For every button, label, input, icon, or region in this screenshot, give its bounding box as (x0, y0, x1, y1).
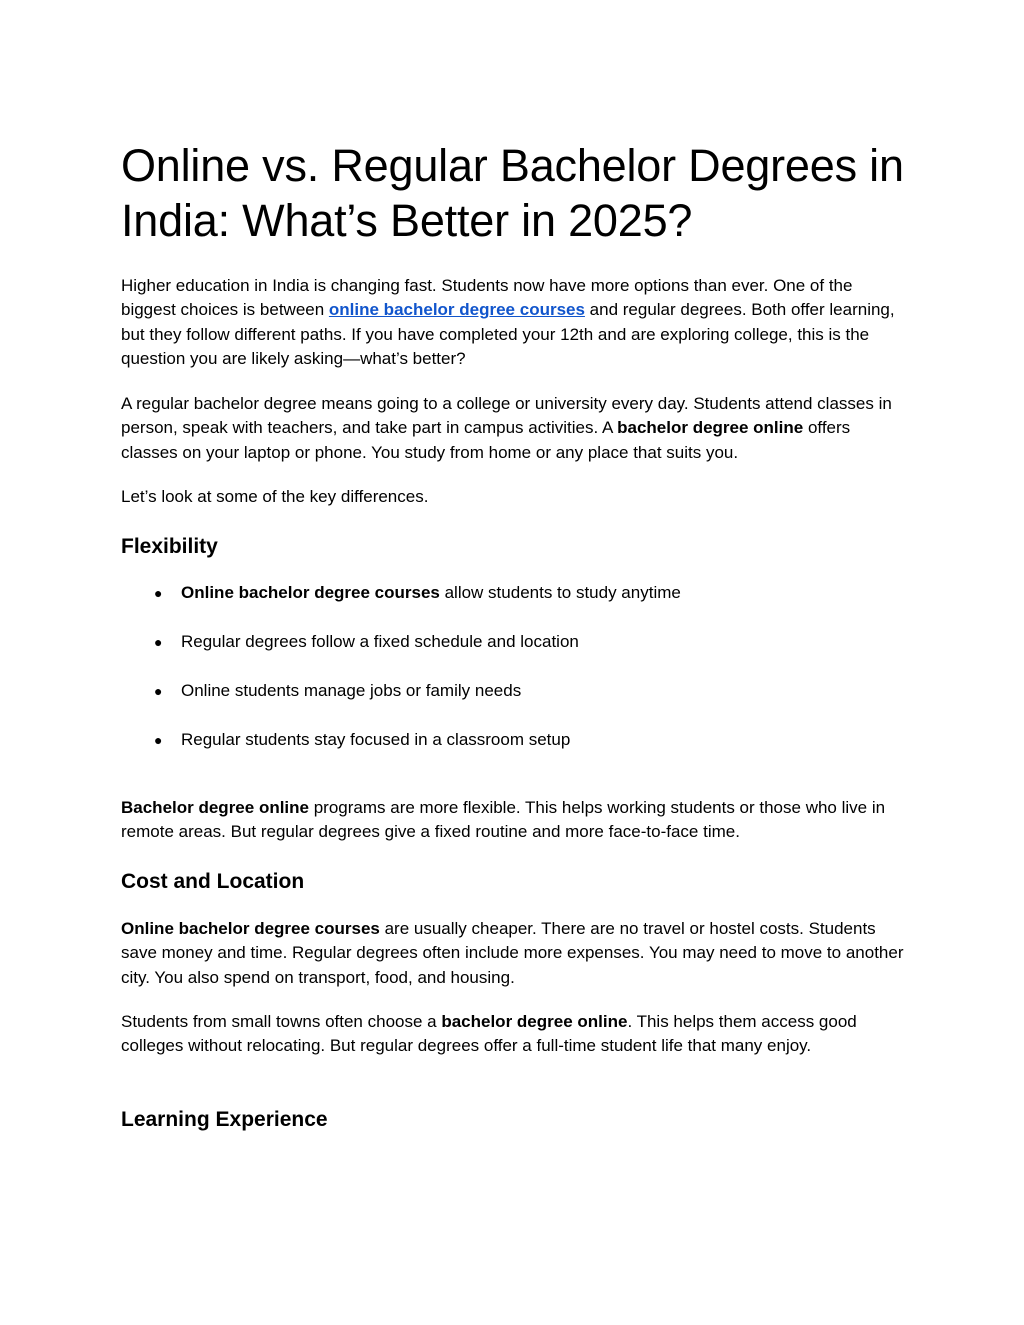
summary-bold-term: Bachelor degree online (121, 798, 309, 817)
bullet-icon: ● (154, 634, 163, 650)
bullet-icon: ● (154, 585, 163, 601)
cost-paragraph-2 (121, 1010, 911, 1059)
para2-text-end: offers classes on your laptop or phone. You study from home or any place that suits you. (121, 418, 851, 462)
bullet-text: allow students to study anytime (439, 583, 681, 602)
list-item (121, 629, 911, 678)
intro-text-start: Higher education in India is changing fast. Students now have more options than ever. One of the biggest choices is between (121, 276, 853, 320)
intro-paragraph (121, 274, 911, 371)
cost-location-heading: Cost and Location (121, 870, 305, 893)
flexibility-bullet-list (121, 580, 911, 776)
bullet-icon: ● (154, 683, 163, 699)
cost-p1-bold-term: Online bachelor degree courses (121, 919, 380, 938)
bullet-icon: ● (154, 732, 163, 748)
bullet-text: Regular degrees follow a fixed schedule and location (181, 632, 579, 651)
list-item (121, 727, 911, 776)
flexibility-heading: Flexibility (121, 535, 218, 558)
para2-text-start: A regular bachelor degree means going to a college or university every day. Students attend classes in person, speak with teachers, and take part in campus activities. A (121, 394, 892, 438)
bullet-text: Online students manage jobs or family needs (181, 681, 522, 700)
flexibility-summary-paragraph (121, 796, 911, 845)
document-title: Online vs. Regular Bachelor Degrees in India: What’s Better in 2025? (121, 140, 904, 246)
cost-p2-text-start: Students from small towns often choose a (121, 1012, 442, 1031)
summary-text: programs are more flexible. This helps working students or those who live in remote areas. But regular degrees give a fixed routine and more face-to-face time. (121, 798, 886, 842)
para2-bold-term: bachelor degree online (617, 418, 804, 438)
learning-experience-heading: Learning Experience (121, 1108, 328, 1131)
cost-p1-text: are usually cheaper. There are no travel or hostel costs. Students save money and time. Regular degrees often include more expenses. You may need to move to another city. You also spend on transport, food, and housing. (121, 919, 904, 987)
intro-text-end: and regular degrees. Both offer learning, but they follow different paths. If you have completed your 12th and are exploring college, this is the question you are likely asking—what’s better? (121, 300, 895, 368)
list-item (121, 580, 911, 629)
online-bachelor-degree-courses-link[interactable]: online bachelor degree courses (328, 300, 585, 320)
list-item (121, 678, 911, 727)
bullet-bold-term: Online bachelor degree courses (181, 583, 440, 602)
regular-vs-online-paragraph (121, 392, 911, 465)
cost-p2-text-end: . This helps them access good colleges without relocating. But regular degrees offer a full-time student life that many enjoy. (121, 1012, 857, 1056)
key-differences-paragraph: Let’s look at some of the key differences. (121, 487, 429, 506)
cost-p2-bold-term: bachelor degree online (441, 1012, 628, 1031)
cost-paragraph-1 (121, 917, 911, 990)
bullet-text: Regular students stay focused in a classroom setup (181, 730, 571, 749)
